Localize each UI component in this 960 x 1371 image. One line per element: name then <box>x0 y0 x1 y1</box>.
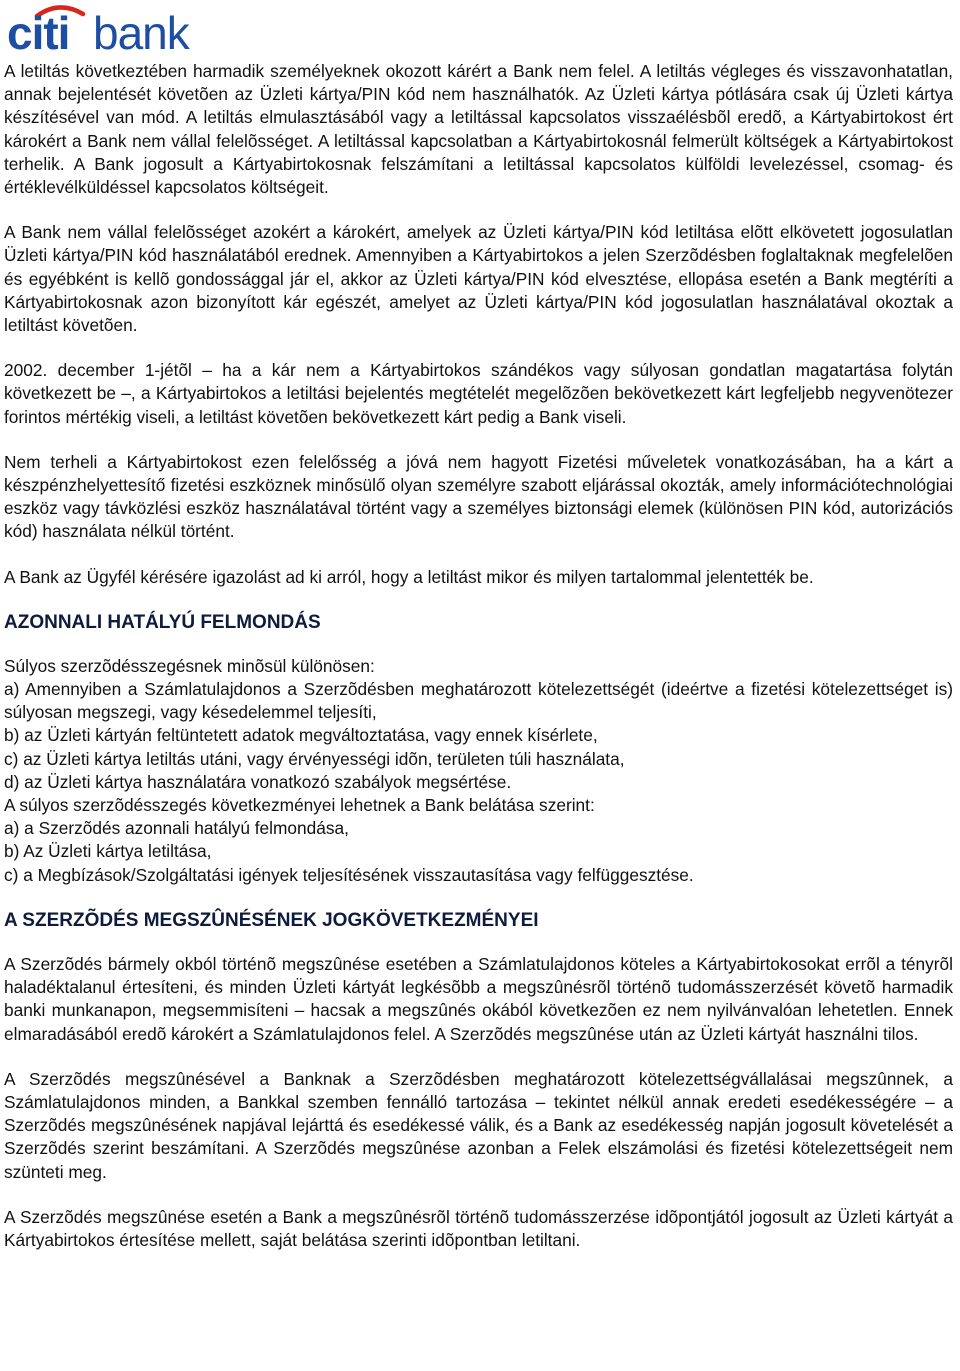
paragraph-letiltas-felelosseg: A letiltás következtében harmadik személyeknek okozott kárért a Bank nem felel. A letiltás végleges és visszavonhatatlan, annak bejelentését követõen az Üzleti kártya/PIN kód nem használhatók. Az Üzleti kártya pótlására csak új Üzleti kártya készítésével van mód. A letiltás elmulasztásából vagy a letiltással kapcsolatos visszaélésbõl eredõ, a Kártyabirtokost ért károkért a Bank nem vállal felelõsséget. A letiltással kapcsolatban a Kártyabirtokosnál felmerült költségek a Kártyabirtokost terhelik. A Bank jogosult a Kártyabirtokosnak felszámítani a letiltással kapcsolatos külföldi levelezéssel, csomag- és értéklevélküldéssel kapcsolatos költségeit. <box>4 61 953 198</box>
citibank-logo-graphic <box>7 2 197 56</box>
paragraph-kartya-letiltas: A Szerzõdés megszûnése esetén a Bank a megszûnésrõl történõ tudomásszerzése idõpontjától jogosult az Üzleti kártyát a Kártyabirtokos értesítése mellett, saját belátása szerinti idõpontban letiltani. <box>4 1206 953 1250</box>
citibank-logo <box>7 2 197 56</box>
list-line: b) az Üzleti kártyán feltüntetett adatok megváltoztatása, vagy ennek kísérlete, <box>4 725 598 746</box>
paragraph-nem-terheli: Nem terheli a Kártyabirtokost ezen felelősség a jóvá nem hagyott Fizetési műveletek vonatkozásában, ha a kárt a készpénzhelyettesítő fizetési eszköznek minősülő olyan személyre szabott eljárással okozták, amely információtechnológiai eszköz vagy távközlési eszköz használatával történt vagy a személyes biztonsági elemek (különösen PIN kód, autorizációs kód) használata nélkül történt. <box>4 451 953 542</box>
paragraph-2002-december: 2002. december 1-jétõl – ha a kár nem a Kártyabirtokos szándékos vagy súlyosan gondatlan magatartása folytán következett be –, a Kártyabirtokos a letiltási bejelentés megtételét megelõzõen bekövetkezett kárt legfeljebb negyvenötezer forintos mértékig viseli, a letiltást követõen bekövetkezett kárt pedig a Bank viseli. <box>4 360 953 427</box>
felmondas-list <box>4 655 953 887</box>
logo-citi-text: citi <box>7 7 70 56</box>
list-line: b) Az Üzleti kártya letiltása, <box>4 841 212 862</box>
list-line: Súlyos szerzõdésszegésnek minõsül különösen: <box>4 655 375 676</box>
list-line: c) a Megbízások/Szolgáltatási igények teljesítésének visszautasítása vagy felfüggesztése. <box>4 864 694 885</box>
logo-bank-text: bank <box>93 7 189 56</box>
heading-azonnali-felmondas: AZONNALI HATÁLYÚ FELMONDÁS <box>4 611 321 633</box>
paragraph-igazolas: A Bank az Ügyfél kérésére igazolást ad ki arról, hogy a letiltást mikor és milyen tartalommal jelentették be. <box>4 566 814 587</box>
list-line: c) az Üzleti kártya letiltás utáni, vagy érvényességi idõn, területen túli használata, <box>4 748 625 769</box>
list-line: A súlyos szerzõdésszegés következményei lehetnek a Bank belátása szerint: <box>4 795 595 816</box>
paragraph-megszunes-ertesites: A Szerzõdés bármely okból történõ megszûnése esetében a Számlatulajdonos köteles a Kártyabirtokosokat errõl a tényrõl haladéktalanul értesíteni, és minden Üzleti kártyát legkésõbb a megszûnésrõl történõ tudomásszerzését követõ harmadik banki munkanapon, megsemmisíteni – hacsak a megszûnés okából következõen ez nem nyilvánvalóan lehetetlen. Ennek elmaradásából eredõ károkért a Számlatulajdonos felel. A Szerzõdés megszûnése után az Üzleti kártyát használni tilos. <box>4 953 953 1044</box>
list-line: a) Amennyiben a Számlatulajdonos a Szerzõdésben meghatározott kötelezettségét (ideértve a fizetési kötelezettséget is) súlyosan megszegi, vagy késedelemmel teljesíti, <box>4 679 953 723</box>
list-line: a) a Szerzõdés azonnali hatályú felmondása, <box>4 818 349 839</box>
paragraph-bank-nem-vallal: A Bank nem vállal felelõsséget azokért a károkért, amelyek az Üzleti kártya/PIN kód letiltása elõtt elkövetett jogosulatlan Üzleti kártya/PIN kód használatából erednek. Amennyiben a Kártyabirtokos a jelen Szerzõdésben foglaltaknak megfelelõen és egyébként is kellõ gondossággal jár el, akkor az Üzleti kártya/PIN kód elvesztése, ellopása esetén a Bank megtéríti a Kártyabirtokosnak azon bizonyított kár egészét, amelyet az Üzleti kártya/PIN kód jogosulatlan használatával okoztak a letiltást követõen. <box>4 222 953 336</box>
list-line: d) az Üzleti kártya használatára vonatkozó szabályok megsértése. <box>4 771 512 792</box>
paragraph-kotelezettsegvallalas: A Szerzõdés megszûnésével a Banknak a Szerzõdésben meghatározott kötelezettségvállalásai megszûnnek, a Számlatulajdonos minden, a Bankkal szemben fennálló tartozása – tekintet nélkül annak eredeti esedékességére – a Szerzõdés megszûnésének napjával lejárttá és esedékessé válik, és a Bank az esedékesség napján jogosult követelését a Szerzõdés szerint beszámítani. A Szerzõdés megszûnése azonban a Felek elszámolási és fizetési kötelezettségeit nem szünteti meg. <box>4 1068 953 1182</box>
heading-szerzodes-megszunes: A SZERZÕDÉS MEGSZÛNÉSÉNEK JOGKÖVETKEZMÉNYEI <box>4 909 539 931</box>
document-body <box>4 60 953 1274</box>
